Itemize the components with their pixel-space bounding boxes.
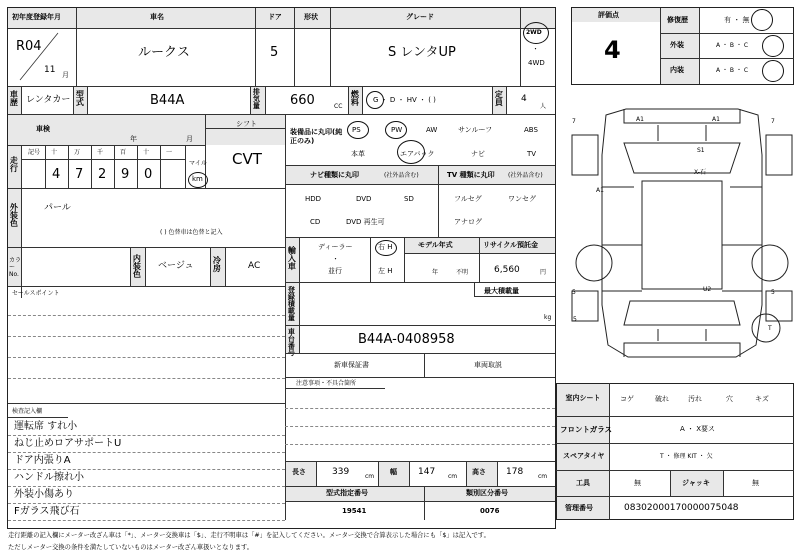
airbag-circle: [397, 140, 425, 164]
class-no: 0076: [480, 507, 500, 515]
capacity: 4: [521, 94, 527, 104]
fuel-g-circle: [366, 91, 384, 109]
inspection-month-unit: 月: [186, 135, 193, 143]
steer-left: 左 H: [378, 267, 393, 275]
navi-item: DVD: [356, 195, 372, 203]
damage-mark: 5: [572, 289, 576, 296]
odometer-digit-label: 十: [51, 149, 58, 156]
manual: 車両取説: [474, 361, 502, 369]
model: B44A: [150, 93, 185, 108]
shift: CVT: [232, 150, 262, 168]
inspection-label: 車検: [36, 125, 50, 133]
cc: 660: [290, 93, 315, 108]
repair-none-circle: [751, 9, 773, 31]
navi-item: HDD: [305, 195, 322, 203]
width: 147: [418, 467, 436, 477]
chassis-label: 車台番号: [287, 328, 296, 356]
selling-points-label: セールスポイント: [12, 290, 60, 297]
notes-label: 注意事項・不具合箇所: [296, 380, 357, 387]
tv-label: TV 種類に丸印: [447, 171, 495, 179]
odometer-digit: 2: [98, 167, 107, 182]
navi-item: SD: [404, 195, 414, 203]
interior-color-label: 内装色: [132, 254, 142, 278]
inspector-note: 運転席 すれ小: [14, 421, 78, 432]
repair-options: 有 ・ 無: [724, 16, 750, 24]
mgmt-number: 08302000170000075048: [624, 503, 739, 513]
grade: S レンタUP: [388, 45, 456, 60]
footer-line2: ただしメーター交換の条件を満たしていないものはメーター改ざん車扱いとなります。: [8, 544, 254, 551]
ac: AC: [248, 261, 261, 271]
cc-label: 排気量: [252, 88, 261, 109]
navi-item: CD: [310, 218, 321, 226]
odometer-digit-label: 千: [97, 149, 104, 156]
damage-mark: 5: [573, 316, 577, 323]
tools: 無: [634, 479, 641, 487]
exterior-options: A ・ B ・ C: [716, 42, 749, 49]
spare-options: T ・ 修理 KIT ・ 欠: [660, 453, 713, 460]
chassis-number: B44A-0408958: [358, 332, 455, 347]
import-label: 輸入車: [287, 246, 297, 270]
equipment-item: TV: [527, 150, 537, 158]
odometer-digit-label: 記号: [28, 149, 41, 156]
drive-2wd: 2WD: [526, 29, 542, 36]
odometer-digit-label: 一: [166, 149, 173, 156]
load-label: 登録積載量: [287, 286, 296, 321]
damage-mark: A1: [636, 116, 644, 123]
interior-options: A ・ B ・ C: [716, 67, 749, 74]
inspection-year-unit: 年: [130, 135, 137, 143]
width-label: 幅: [390, 468, 397, 476]
mgmt-label: 管理番号: [565, 504, 593, 512]
tv-item: アナログ: [454, 218, 482, 226]
type-no-label: 型式指定番号: [326, 489, 368, 497]
doors: 5: [270, 45, 279, 60]
capacity-label: 定員: [494, 90, 504, 106]
class-no-label: 類別区分番号: [466, 489, 508, 497]
odometer-digit: 7: [75, 167, 84, 182]
odometer-digit-label: 万: [74, 149, 81, 156]
score-label: 評価点: [598, 11, 619, 19]
equipment-item: エアバック: [400, 150, 435, 158]
drive-4wd: 4WD: [528, 59, 545, 67]
equipment-item: ナビ: [471, 150, 485, 158]
odometer-digit: 9: [121, 167, 130, 182]
equipment-item: サンルーフ: [458, 126, 493, 134]
equipment-item: PS: [352, 126, 361, 134]
seat-item: 破れ: [655, 395, 669, 403]
seat-item: コゲ: [620, 395, 634, 403]
odometer-digit: 4: [52, 167, 61, 182]
shape-label: 形状: [304, 13, 318, 21]
ps-circle: [347, 121, 369, 139]
mile-label: マイル: [189, 160, 207, 167]
navi-label: ナビ種類に丸印: [310, 171, 359, 179]
damage-mark: S1: [697, 147, 705, 154]
damage-mark: X-石: [694, 169, 706, 176]
inspector-note: Fガラス飛び石: [14, 506, 80, 517]
mileage-label: 走行: [9, 156, 19, 172]
seat-item: 汚れ: [688, 395, 702, 403]
purpose-label: 車歴: [9, 90, 19, 106]
interior-c-circle: [762, 60, 784, 82]
import-parallel: 並行: [328, 267, 342, 275]
equipment-label: 装備品に丸印(純正のみ): [290, 128, 343, 145]
import-dealer: ディーラー: [318, 243, 353, 251]
exterior-c-circle: [762, 35, 784, 57]
steer-right: 右 H: [378, 243, 393, 251]
inspector-note: 外装小傷あり: [14, 489, 74, 500]
seat-label: 室内シート: [565, 394, 601, 402]
color-label: 外装色: [9, 203, 19, 227]
km-label: km: [192, 175, 203, 183]
first-reg-label: 初年度登録年月: [12, 13, 61, 21]
footer-line1: 走行距離の記入欄にメーター改ざん車は「*」、メーター交換車は「$」、走行不明車は「#」を記入してください。メーター交換で合算表示した場合にも「$」は記入です。: [8, 532, 490, 539]
damage-mark: U2: [703, 286, 712, 293]
inspector-notes-label: 検査記入欄: [12, 408, 43, 415]
car-diagram: [566, 95, 796, 385]
damage-mark: 7: [572, 118, 576, 125]
odometer-digit: 0: [144, 167, 153, 182]
model-label: 型式: [75, 90, 85, 106]
damage-mark: 5: [771, 289, 775, 296]
damage-mark: A1: [596, 187, 604, 194]
color-note: ( ) 色替車は色替と記入: [160, 229, 223, 236]
ac-label: 冷房: [212, 256, 222, 272]
inspector-note: ハンドル擦れ小: [14, 472, 84, 483]
recycle-label: リサイクル預託金: [483, 241, 539, 249]
cc-unit: CC: [334, 103, 343, 110]
interior-label: 内装: [670, 66, 684, 74]
equipment-item: AW: [426, 126, 438, 134]
exterior-label: 外装: [670, 41, 684, 49]
pw-circle: [385, 121, 407, 139]
seat-item: キズ: [755, 395, 769, 403]
navi-item: DVD 再生可: [346, 218, 385, 226]
door-label: ドア: [268, 13, 282, 21]
seat-item: 穴: [726, 395, 733, 403]
inspector-note: ねじ止めロアサポートU: [14, 438, 122, 449]
height-label: 高さ: [472, 468, 486, 476]
warranty: 新車保証書: [334, 361, 369, 369]
interior-color: ベージュ: [158, 261, 194, 271]
tv-item: フルセグ: [454, 195, 482, 203]
inspector-note: ドア内張りA: [14, 455, 71, 466]
fuel-options: G ・ D ・ HV ・ ( ): [373, 96, 436, 104]
tools-label: 工具: [576, 479, 590, 487]
height: 178: [506, 467, 524, 477]
length-label: 長さ: [292, 468, 306, 476]
reg-month-unit: 月: [62, 71, 69, 79]
tv-item: ワンセグ: [508, 195, 536, 203]
length: 339: [332, 467, 350, 477]
score: 4: [604, 36, 621, 64]
exterior-color: パール: [44, 203, 71, 213]
equipment-item: 本革: [351, 150, 365, 158]
reg-month: 11: [44, 65, 56, 75]
color-no-label: カラーNo.: [9, 257, 22, 279]
damage-mark: T: [768, 325, 772, 332]
jack: 無: [752, 479, 759, 487]
jack-label: ジャッキ: [682, 479, 710, 487]
model-year-label: モデル年式: [418, 241, 453, 249]
glass-label: フロントガラス: [560, 425, 613, 434]
equipment-item: PW: [391, 126, 403, 134]
odometer-digit-label: 十: [143, 149, 150, 156]
equipment-item: ABS: [524, 126, 538, 134]
odometer-digit-label: 百: [120, 149, 127, 156]
recycle: 6,560: [494, 265, 520, 275]
repair-label: 修復歴: [667, 16, 688, 24]
damage-mark: A1: [712, 116, 720, 123]
reg-year: R04: [16, 39, 42, 54]
shift-label: シフト: [236, 120, 257, 128]
car-name-label: 車名: [150, 13, 164, 21]
glass-options: A ・ X要ス: [680, 425, 716, 433]
damage-mark: 7: [771, 118, 775, 125]
type-no: 19541: [342, 507, 367, 515]
max-load-label: 最大積載量: [484, 287, 519, 295]
fuel-label: 燃料: [350, 90, 360, 106]
purpose: レンタカー: [26, 95, 71, 105]
car-name: ルークス: [138, 45, 190, 60]
capacity-unit: 人: [540, 103, 547, 110]
grade-label: グレード: [406, 13, 434, 21]
spare-label: スペアタイヤ: [563, 452, 605, 460]
